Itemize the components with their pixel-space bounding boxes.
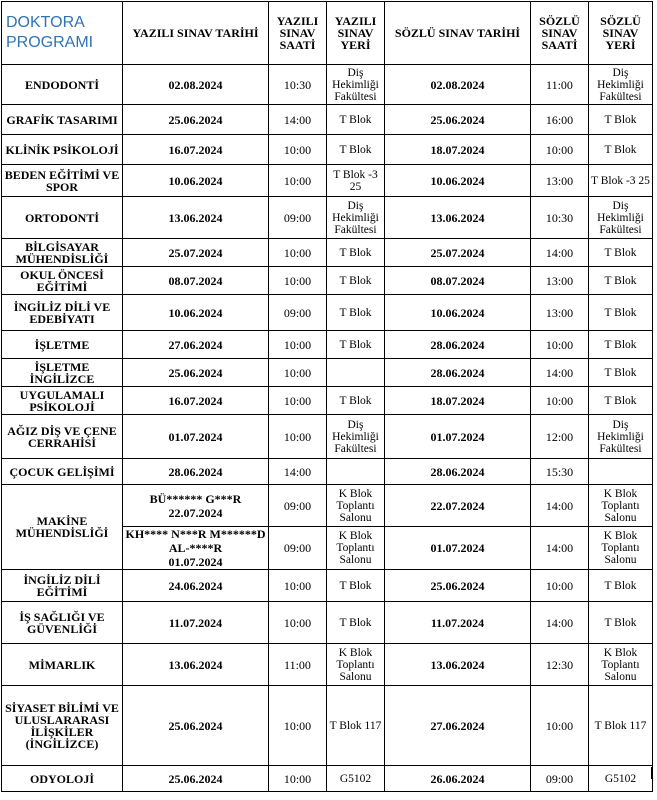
program-cell: SİYASET BİLİMİ VE ULUSLARARASI İLİŞKİLER (İNGİLİZCE): [2, 686, 123, 766]
written-time-cell: 10:00: [269, 602, 327, 644]
written-date-cell: 25.06.2024: [123, 359, 269, 387]
header-written-place: YAZILI SINAV YERİ: [327, 2, 385, 65]
written-date-cell: 25.06.2024: [123, 686, 269, 766]
written-place-cell: T Blok: [327, 239, 385, 267]
oral-time-cell: 12:30: [531, 644, 589, 686]
written-date-cell: 25.06.2024: [123, 766, 269, 792]
oral-place-cell: T Blok: [589, 331, 653, 359]
header-oral-place: SÖZLÜ SINAV YERİ: [589, 2, 653, 65]
written-date-cell: 16.07.2024: [123, 135, 269, 165]
oral-place-cell: Diş Hekimliği Fakültesi: [589, 415, 653, 459]
table-row: [2, 135, 653, 165]
oral-time-cell: 14:00: [531, 239, 589, 267]
oral-date-cell: 27.06.2024: [385, 686, 531, 766]
written-place-cell: K Blok Toplantı Salonu: [327, 644, 385, 686]
oral-time-cell: 12:00: [531, 415, 589, 459]
oral-date-cell: 01.07.2024: [385, 415, 531, 459]
header-oral-date: SÖZLÜ SINAV TARİHİ: [385, 2, 531, 65]
candidate-name: KH**** N***R M******D AL-****R: [125, 527, 266, 555]
oral-date-cell: 13.06.2024: [385, 197, 531, 239]
oral-time-cell: 11:00: [531, 65, 589, 105]
oral-date-cell: 28.06.2024: [385, 459, 531, 485]
oral-place-cell: T Blok: [589, 239, 653, 267]
oral-date-cell: 18.07.2024: [385, 387, 531, 415]
oral-time-cell: 09:00: [531, 766, 589, 792]
written-time-cell: 14:00: [269, 459, 327, 485]
oral-place-cell: K Blok Toplantı Salonu: [589, 527, 653, 570]
table-row: [2, 197, 653, 239]
written-place-cell: [327, 359, 385, 387]
table-row: [2, 105, 653, 135]
oral-date-cell: 22.07.2024: [385, 485, 531, 527]
written-time-cell: 10:00: [269, 267, 327, 295]
table-row: [2, 570, 653, 602]
oral-place-cell: T Blok: [589, 387, 653, 415]
oral-time-cell: 13:00: [531, 295, 589, 331]
oral-time-cell: 10:30: [531, 197, 589, 239]
written-time-cell: 10:00: [269, 570, 327, 602]
program-cell: ORTODONTİ: [2, 197, 123, 239]
oral-place-cell: Diş Hekimliği Fakültesi: [589, 65, 653, 105]
written-date-cell: 13.06.2024: [123, 197, 269, 239]
written-place-cell: G5102: [327, 766, 385, 792]
written-place-cell: T Blok: [327, 295, 385, 331]
written-date-cell: 25.07.2024: [123, 239, 269, 267]
candidate-date: 01.07.2024: [168, 555, 223, 569]
written-date-cell: 28.06.2024: [123, 459, 269, 485]
oral-place-cell: K Blok Toplantı Salonu: [589, 485, 653, 527]
candidate-date: 22.07.2024: [168, 505, 223, 520]
page-edge-mark: [651, 767, 653, 779]
program-cell: İŞLETME İNGİLİZCE: [2, 359, 123, 387]
written-time-cell: 09:00: [269, 485, 327, 527]
table-row: [2, 165, 653, 197]
oral-place-cell: T Blok: [589, 135, 653, 165]
written-place-cell: K Blok Toplantı Salonu: [327, 527, 385, 570]
oral-time-cell: 14:00: [531, 602, 589, 644]
table-row: [2, 602, 653, 644]
written-time-cell: 10:00: [269, 686, 327, 766]
program-cell: KLİNİK PSİKOLOJİ: [2, 135, 123, 165]
oral-date-cell: 18.07.2024: [385, 135, 531, 165]
header-row: [2, 2, 653, 65]
oral-place-cell: T Blok: [589, 570, 653, 602]
written-date-cell: 13.06.2024: [123, 644, 269, 686]
oral-date-cell: 26.06.2024: [385, 766, 531, 792]
oral-date-cell: 28.06.2024: [385, 359, 531, 387]
oral-time-cell: 16:00: [531, 105, 589, 135]
written-place-cell: T Blok: [327, 267, 385, 295]
oral-date-cell: 28.06.2024: [385, 331, 531, 359]
table-row: [2, 267, 653, 295]
program-cell: MİMARLIK: [2, 644, 123, 686]
written-time-cell: 11:00: [269, 644, 327, 686]
program-cell: İŞLETME: [2, 331, 123, 359]
written-time-cell: 10:00: [269, 165, 327, 197]
oral-time-cell: 15:30: [531, 459, 589, 485]
oral-place-cell: T Blok: [589, 105, 653, 135]
oral-time-cell: 10:00: [531, 686, 589, 766]
program-cell: ÇOCUK GELİŞİMİ: [2, 459, 123, 485]
written-place-cell: K Blok Toplantı Salonu: [327, 485, 385, 527]
written-time-cell: 09:00: [269, 295, 327, 331]
oral-time-cell: 10:00: [531, 387, 589, 415]
program-cell: OKUL ÖNCESİ EĞİTİMİ: [2, 267, 123, 295]
written-place-cell: [327, 459, 385, 485]
oral-time-cell: 14:00: [531, 485, 589, 527]
header-written-time: YAZILI SINAV SAATİ: [269, 2, 327, 65]
program-cell: BİLGİSAYAR MÜHENDİSLİĞİ: [2, 239, 123, 267]
table-row: [2, 686, 653, 766]
oral-place-cell: K Blok Toplantı Salonu: [589, 644, 653, 686]
header-oral-time: SÖZLÜ SINAV SAATİ: [531, 2, 589, 65]
written-date-cell: 01.07.2024: [123, 415, 269, 459]
written-place-cell: Diş Hekimliği Fakültesi: [327, 197, 385, 239]
program-cell: MAKİNE MÜHENDİSLİĞİ: [2, 485, 123, 570]
program-cell: İNGİLİZ DİLİ VE EDEBİYATI: [2, 295, 123, 331]
oral-date-cell: 25.06.2024: [385, 105, 531, 135]
table-title: DOKTORA PROGRAMI: [2, 2, 123, 65]
oral-place-cell: T Blok: [589, 602, 653, 644]
written-date-cell: 16.07.2024: [123, 387, 269, 415]
written-place-cell: T Blok: [327, 135, 385, 165]
program-cell: ENDODONTİ: [2, 65, 123, 105]
written-date-cell: 27.06.2024: [123, 331, 269, 359]
table-row: [2, 295, 653, 331]
table-row: [2, 387, 653, 415]
header-written-date: YAZILI SINAV TARİHİ: [123, 2, 269, 65]
table-row: [2, 485, 653, 527]
oral-place-cell: Diş Hekimliği Fakültesi: [589, 197, 653, 239]
table-row: [2, 766, 653, 792]
oral-date-cell: 13.06.2024: [385, 644, 531, 686]
oral-place-cell: T Blok: [589, 295, 653, 331]
candidate-cell: [123, 527, 269, 570]
written-time-cell: 14:00: [269, 105, 327, 135]
written-time-cell: 10:30: [269, 65, 327, 105]
written-place-cell: T Blok 117: [327, 686, 385, 766]
oral-place-cell: T Blok 117: [589, 686, 653, 766]
written-time-cell: 10:00: [269, 239, 327, 267]
program-cell: AĞIZ DİŞ VE ÇENE CERRAHİSİ: [2, 415, 123, 459]
written-place-cell: T Blok: [327, 387, 385, 415]
oral-date-cell: 25.07.2024: [385, 239, 531, 267]
written-place-cell: Diş Hekimliği Fakültesi: [327, 415, 385, 459]
written-date-cell: 08.07.2024: [123, 267, 269, 295]
candidate-name: BÜ****** G***R: [149, 491, 242, 506]
oral-time-cell: 10:00: [531, 570, 589, 602]
written-time-cell: 10:00: [269, 135, 327, 165]
table-row: [2, 359, 653, 387]
table-row: [2, 331, 653, 359]
oral-date-cell: 10.06.2024: [385, 295, 531, 331]
written-date-cell: 10.06.2024: [123, 165, 269, 197]
program-cell: BEDEN EĞİTİMİ VE SPOR: [2, 165, 123, 197]
oral-date-cell: 10.06.2024: [385, 165, 531, 197]
oral-place-cell: T Blok: [589, 359, 653, 387]
written-place-cell: T Blok: [327, 331, 385, 359]
written-time-cell: 10:00: [269, 359, 327, 387]
program-cell: UYGULAMALI PSİKOLOJİ: [2, 387, 123, 415]
oral-date-cell: 25.06.2024: [385, 570, 531, 602]
oral-time-cell: 13:00: [531, 267, 589, 295]
oral-place-cell: T Blok: [589, 267, 653, 295]
program-cell: İŞ SAĞLIĞI VE GÜVENLİĞİ: [2, 602, 123, 644]
written-place-cell: T Blok: [327, 570, 385, 602]
oral-time-cell: 14:00: [531, 359, 589, 387]
oral-date-cell: 02.08.2024: [385, 65, 531, 105]
written-time-cell: 09:00: [269, 197, 327, 239]
written-place-cell: T Blok -3 25: [327, 165, 385, 197]
candidate-cell: [123, 485, 269, 527]
oral-time-cell: 10:00: [531, 331, 589, 359]
oral-place-cell: T Blok -3 25: [589, 165, 653, 197]
written-time-cell: 10:00: [269, 766, 327, 792]
table-row: [2, 644, 653, 686]
program-cell: İNGİLİZ DİLİ EĞİTİMİ: [2, 570, 123, 602]
written-time-cell: 09:00: [269, 527, 327, 570]
exam-schedule-table: [1, 1, 653, 792]
written-place-cell: Diş Hekimliği Fakültesi: [327, 65, 385, 105]
table-row: [2, 415, 653, 459]
oral-date-cell: 11.07.2024: [385, 602, 531, 644]
oral-time-cell: 13:00: [531, 165, 589, 197]
written-place-cell: T Blok: [327, 105, 385, 135]
oral-time-cell: 14:00: [531, 527, 589, 570]
written-date-cell: 10.06.2024: [123, 295, 269, 331]
oral-time-cell: 10:00: [531, 135, 589, 165]
written-time-cell: 10:00: [269, 387, 327, 415]
program-cell: ODYOLOJİ: [2, 766, 123, 792]
program-cell: GRAFİK TASARIMI: [2, 105, 123, 135]
table-row: [2, 459, 653, 485]
oral-place-cell: G5102: [589, 766, 653, 792]
written-date-cell: 24.06.2024: [123, 570, 269, 602]
written-date-cell: 25.06.2024: [123, 105, 269, 135]
written-place-cell: T Blok: [327, 602, 385, 644]
written-date-cell: 02.08.2024: [123, 65, 269, 105]
written-time-cell: 10:00: [269, 415, 327, 459]
table-row: [2, 239, 653, 267]
oral-date-cell: 08.07.2024: [385, 267, 531, 295]
oral-place-cell: [589, 459, 653, 485]
oral-date-cell: 01.07.2024: [385, 527, 531, 570]
written-time-cell: 10:00: [269, 331, 327, 359]
table-row: [2, 65, 653, 105]
written-date-cell: 11.07.2024: [123, 602, 269, 644]
